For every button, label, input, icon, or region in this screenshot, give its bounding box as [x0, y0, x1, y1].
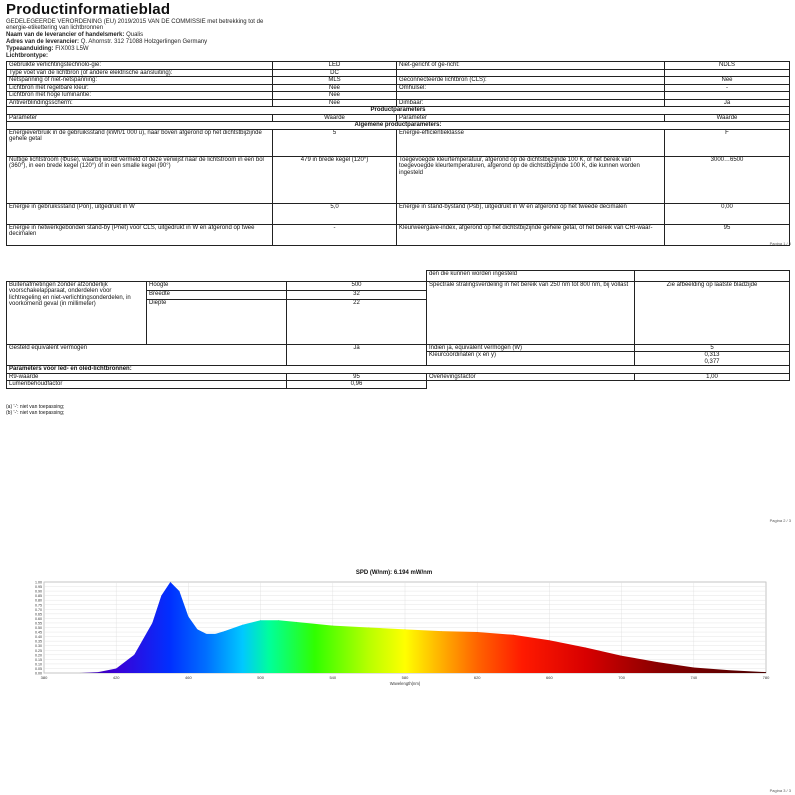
param-dimensions: Buitenafmetingen zonder afzonderlijk voorschakelapparaat, onderdelen voor lichtregeling en niet-verlichtingsonderdelen, in voorkomend geval (in millimeter)	[7, 281, 147, 344]
header-value-1: Waarde	[273, 114, 397, 122]
header-parameter-1: Parameter	[7, 114, 273, 122]
header-value-2: Waarde	[665, 114, 790, 122]
table-row	[7, 373, 790, 381]
value-energy-consumption: 5	[273, 129, 397, 156]
table-row	[7, 224, 790, 245]
y-tick-label: 0.90	[35, 589, 42, 594]
value-luminous-flux: 479 in brede kegel (120°)	[273, 156, 397, 203]
footnote-2: (b) '-': niet van toepassing;	[6, 410, 65, 416]
model-line	[6, 46, 89, 53]
spd-point	[80, 673, 81, 674]
x-tick-label: 700	[618, 675, 625, 680]
value-cell: Nee	[665, 77, 790, 85]
spd-point	[224, 631, 225, 632]
y-tick-label: 0.95	[35, 585, 42, 590]
param-spectral: Spectrale stralingsverdeling in het bereik van 250 nm tot 800 nm, bij vollast	[427, 281, 635, 344]
table-row	[7, 381, 790, 389]
page-1	[0, 0, 795, 265]
value-cell: Nee	[273, 84, 397, 92]
dim-value-height: 500	[287, 281, 427, 290]
y-tick-label: 0.15	[35, 657, 42, 662]
x-tick-label: 420	[112, 675, 120, 680]
led-section-row	[7, 366, 790, 374]
value-survival: 1,00	[635, 373, 790, 381]
x-tick-label: 660	[546, 675, 553, 680]
spd-point	[260, 620, 261, 621]
spd-point	[197, 629, 198, 630]
param-colour-temperature: Toegevoegde kleurtemperatuur, afgerond op de dichtstbijzijnde 100 K, of het bereik van toegevoegde kleurtemperaturen, afgerond op de dichtstbijzijnde 100 K, die kunnen worden ingesteld	[397, 156, 665, 203]
page-3	[0, 530, 795, 795]
param-chromaticity: Kleurcoördinaten (x en y)	[427, 352, 635, 366]
footnote-1: (a) '-': niet van toepassing;	[6, 404, 65, 410]
table-row	[7, 69, 790, 77]
y-tick-label: 0.25	[35, 648, 42, 653]
spd-point	[116, 668, 117, 669]
value-efficiency-class: F	[665, 129, 790, 156]
header-parameter-2: Parameter	[397, 114, 665, 122]
table-row	[7, 77, 790, 85]
param-cri: Kleurweergave-index, afgerond op het dichtstbijzijnde gehele getal, of het bereik van CRI-waar-	[397, 224, 665, 245]
spd-point	[621, 655, 622, 656]
param-on-mode-power: Energie in gebruiksstand (Pon), uitgedrukt in W	[7, 203, 273, 224]
y-tick-label: 0.30	[35, 644, 42, 649]
value-on-mode-power: 5,0	[273, 203, 397, 224]
table-row	[7, 92, 790, 100]
param-cell	[397, 92, 665, 100]
led-section: Parameters voor led- en oled-lichtbronnen:	[7, 366, 790, 374]
page-2	[0, 265, 795, 530]
param-cell: Niet-gericht of ge-richt:	[397, 62, 665, 70]
value-network-standby: -	[273, 224, 397, 245]
x-tick-label: 740	[690, 675, 698, 680]
section-product-row	[7, 107, 790, 115]
spd-point	[206, 634, 207, 635]
spd-point	[161, 595, 162, 596]
section-product: Productparameters	[7, 107, 790, 115]
x-tick-label: 620	[473, 675, 481, 680]
section-general-row	[7, 122, 790, 130]
value-cell: -	[665, 84, 790, 92]
spd-point	[278, 620, 279, 621]
value-cell: Ja	[665, 99, 790, 107]
param-cell: Dimbaar:	[397, 99, 665, 107]
y-tick-label: 0.20	[35, 653, 42, 658]
table-row	[7, 344, 790, 352]
y-tick-label: 1.00	[35, 580, 42, 585]
supplier-value: Qualis	[126, 32, 144, 38]
spd-point	[694, 667, 695, 668]
param-cell: Lichtbron met regelbare kleur:	[7, 84, 273, 92]
param-network-standby: Energie in netwerkgebonden stand-by (Pnet) voor CLS, uitgedrukt in W en afgerond op twee decimalen	[7, 224, 273, 245]
spd-point	[152, 623, 153, 624]
spd-point	[170, 582, 171, 583]
value-standby-power: 0,00	[665, 203, 790, 224]
dim-label-depth: Diepte	[147, 299, 287, 344]
value-cell	[665, 69, 790, 77]
table-row	[7, 62, 790, 70]
table-row	[7, 99, 790, 107]
y-tick-label: 0.55	[35, 621, 42, 626]
spd-point	[179, 591, 180, 592]
product-table-continued	[6, 270, 790, 389]
table-row	[7, 129, 790, 156]
spd-point	[296, 622, 297, 623]
value-cell: Nee	[273, 92, 397, 100]
page-number-1: Pagina 1 / 3	[769, 241, 791, 246]
value-cell: NDLS	[665, 62, 790, 70]
param-cell: Antiverblindingsscherm:	[7, 99, 273, 107]
param-cell: Netspanning of niet-netspanning:	[7, 77, 273, 85]
model-value: FIX003 L5W	[55, 46, 89, 52]
spd-point	[657, 662, 658, 663]
value-chroma-y: 0,377	[704, 358, 720, 365]
value-cri: 95	[665, 224, 790, 245]
model-label: Typeaanduiding:	[6, 46, 54, 52]
value-equivalent-if: 5	[635, 344, 790, 352]
dim-value-depth: 22	[287, 299, 427, 344]
value-cell	[665, 92, 790, 100]
param-cell: Omhulsel:	[397, 84, 665, 92]
value-lumen-maintenance: 0,96	[287, 381, 427, 389]
x-tick-label: 460	[185, 675, 192, 680]
value-spectral: Zie afbeelding op laatste bladzijde	[635, 281, 790, 344]
spd-point	[134, 655, 135, 656]
table-row	[7, 281, 790, 290]
y-tick-label: 0.80	[35, 598, 42, 603]
blank-cell	[427, 381, 790, 389]
table-row	[7, 203, 790, 224]
y-tick-label: 0.50	[35, 626, 42, 630]
spd-point	[441, 631, 442, 632]
param-efficiency-class: Energie-efficiëntieklasse	[397, 129, 665, 156]
spd-point	[477, 632, 478, 633]
y-tick-label: 0.60	[35, 616, 42, 621]
param-cell: Type voet van de lichtbron (of andere elektrische aansluiting):	[7, 69, 273, 77]
table-row	[7, 156, 790, 203]
dim-value-width: 32	[287, 290, 427, 299]
param-survival: Overlevingsfactor	[427, 373, 635, 381]
y-tick-label: 0.85	[35, 594, 42, 599]
y-tick-label: 0.10	[35, 662, 42, 667]
chart-title: SPD (W/nm): 6.194 mW/nm	[355, 570, 433, 576]
spd-point	[405, 629, 406, 630]
spd-point	[730, 670, 731, 671]
y-tick-label: 0.45	[35, 630, 42, 635]
page-number-3: Pagina 3 / 3	[769, 788, 791, 793]
x-axis-label: Wavelength(nm)	[389, 681, 421, 686]
param-r9: R9-waarde	[7, 373, 287, 381]
y-tick-label: 0.05	[35, 666, 42, 671]
address-line	[6, 39, 207, 46]
address-value: Q. Ahornstr. 312 71088 Holzgerlingen Germany	[80, 39, 208, 45]
spd-point	[585, 647, 586, 648]
value-chroma-x: 0,313	[704, 352, 720, 358]
section-general: Algemene productparameters:	[7, 122, 790, 130]
param-equivalent-power: Gesteld equivalent vermogen	[7, 344, 287, 366]
value-cell: DC	[273, 69, 397, 77]
x-tick-label: 580	[401, 675, 409, 680]
spd-chart	[14, 578, 774, 688]
x-tick-label: 380	[40, 675, 48, 680]
dim-label-height: Hoogte	[147, 281, 287, 290]
blank-cell	[635, 271, 790, 282]
spd-point	[513, 634, 514, 635]
param-cell: Lichtbron met hoge luminantie:	[7, 92, 273, 100]
regulation-line-2: energie-etikettering van lichtbronnen	[6, 25, 104, 31]
value-chromaticity	[635, 352, 790, 366]
y-tick-label: 0.65	[35, 612, 42, 617]
spd-point	[188, 616, 189, 617]
y-tick-label: 0.00	[35, 671, 42, 676]
cont-note: den die kunnen worden ingesteld	[427, 271, 635, 282]
table-row	[7, 271, 790, 282]
spd-point	[242, 624, 243, 625]
x-tick-label: 780	[762, 675, 770, 680]
value-cell: Nee	[273, 99, 397, 107]
param-cell	[397, 69, 665, 77]
spd-chart-frame	[14, 570, 774, 688]
lightsource-type-label: Lichtbrontype:	[6, 53, 48, 59]
spd-point	[44, 673, 45, 674]
supplier-line	[6, 32, 143, 39]
param-luminous-flux: Nuttige lichtstroom (Φuse), waarbij wordt vermeld of deze verwijst naar de lichtstroom in een bol (360°), in een brede kegel (120°) of in een smalle kegel (90°)	[7, 156, 273, 203]
param-energy-consumption: Energieverbruik in de gebruiksstand (kWh/1 000 u), naar boven afgerond op het dichtstbijzijnde gehele getal	[7, 129, 273, 156]
value-equivalent-power: Ja	[287, 344, 427, 366]
y-tick-label: 0.75	[35, 603, 42, 608]
y-tick-label: 0.35	[35, 639, 42, 644]
dim-label-width: Breedte	[147, 290, 287, 299]
table-row	[7, 84, 790, 92]
y-tick-label: 0.40	[35, 635, 42, 640]
header-row	[7, 114, 790, 122]
spd-point	[549, 640, 550, 641]
value-cell: MLS	[273, 77, 397, 85]
product-table	[6, 61, 790, 246]
value-r9: 95	[287, 373, 427, 381]
spd-point	[369, 627, 370, 628]
spd-point	[98, 672, 99, 673]
x-tick-label: 540	[329, 675, 337, 680]
param-cell: Geconnecteerde lichtbron (CLS):	[397, 77, 665, 85]
param-standby-power: Energie in stand-bystand (Psb), uitgedrukt in W en afgerond op het tweede decimalen	[397, 203, 665, 224]
x-tick-label: 500	[257, 675, 264, 680]
spd-point	[333, 625, 334, 626]
spd-point	[215, 634, 216, 635]
param-cell: Gebruikte verlichtingstechnolo-gie:	[7, 62, 273, 70]
param-lumen-maintenance: Lumenbehoudfactor	[7, 381, 287, 389]
document-title: Productinformatieblad	[6, 1, 171, 18]
spd-point	[766, 672, 767, 673]
top-rows	[7, 62, 790, 107]
value-colour-temperature: 3000…6500	[665, 156, 790, 203]
page-number-2: Pagina 2 / 3	[769, 518, 791, 523]
value-cell: LED	[273, 62, 397, 70]
supplier-label: Naam van de leverancier of handelsmerk:	[6, 32, 125, 38]
param-equivalent-if: Indien ja, equivalent vermogen (W)	[427, 344, 635, 352]
regulation-line-1: GEDELEGEERDE VERORDENING (EU) 2019/2015 VAN DE COMMISSIE met betrekking tot de	[6, 19, 264, 25]
address-label: Adres van de leverancier:	[6, 39, 80, 45]
blank-cell	[7, 271, 427, 282]
y-tick-label: 0.70	[35, 607, 42, 612]
